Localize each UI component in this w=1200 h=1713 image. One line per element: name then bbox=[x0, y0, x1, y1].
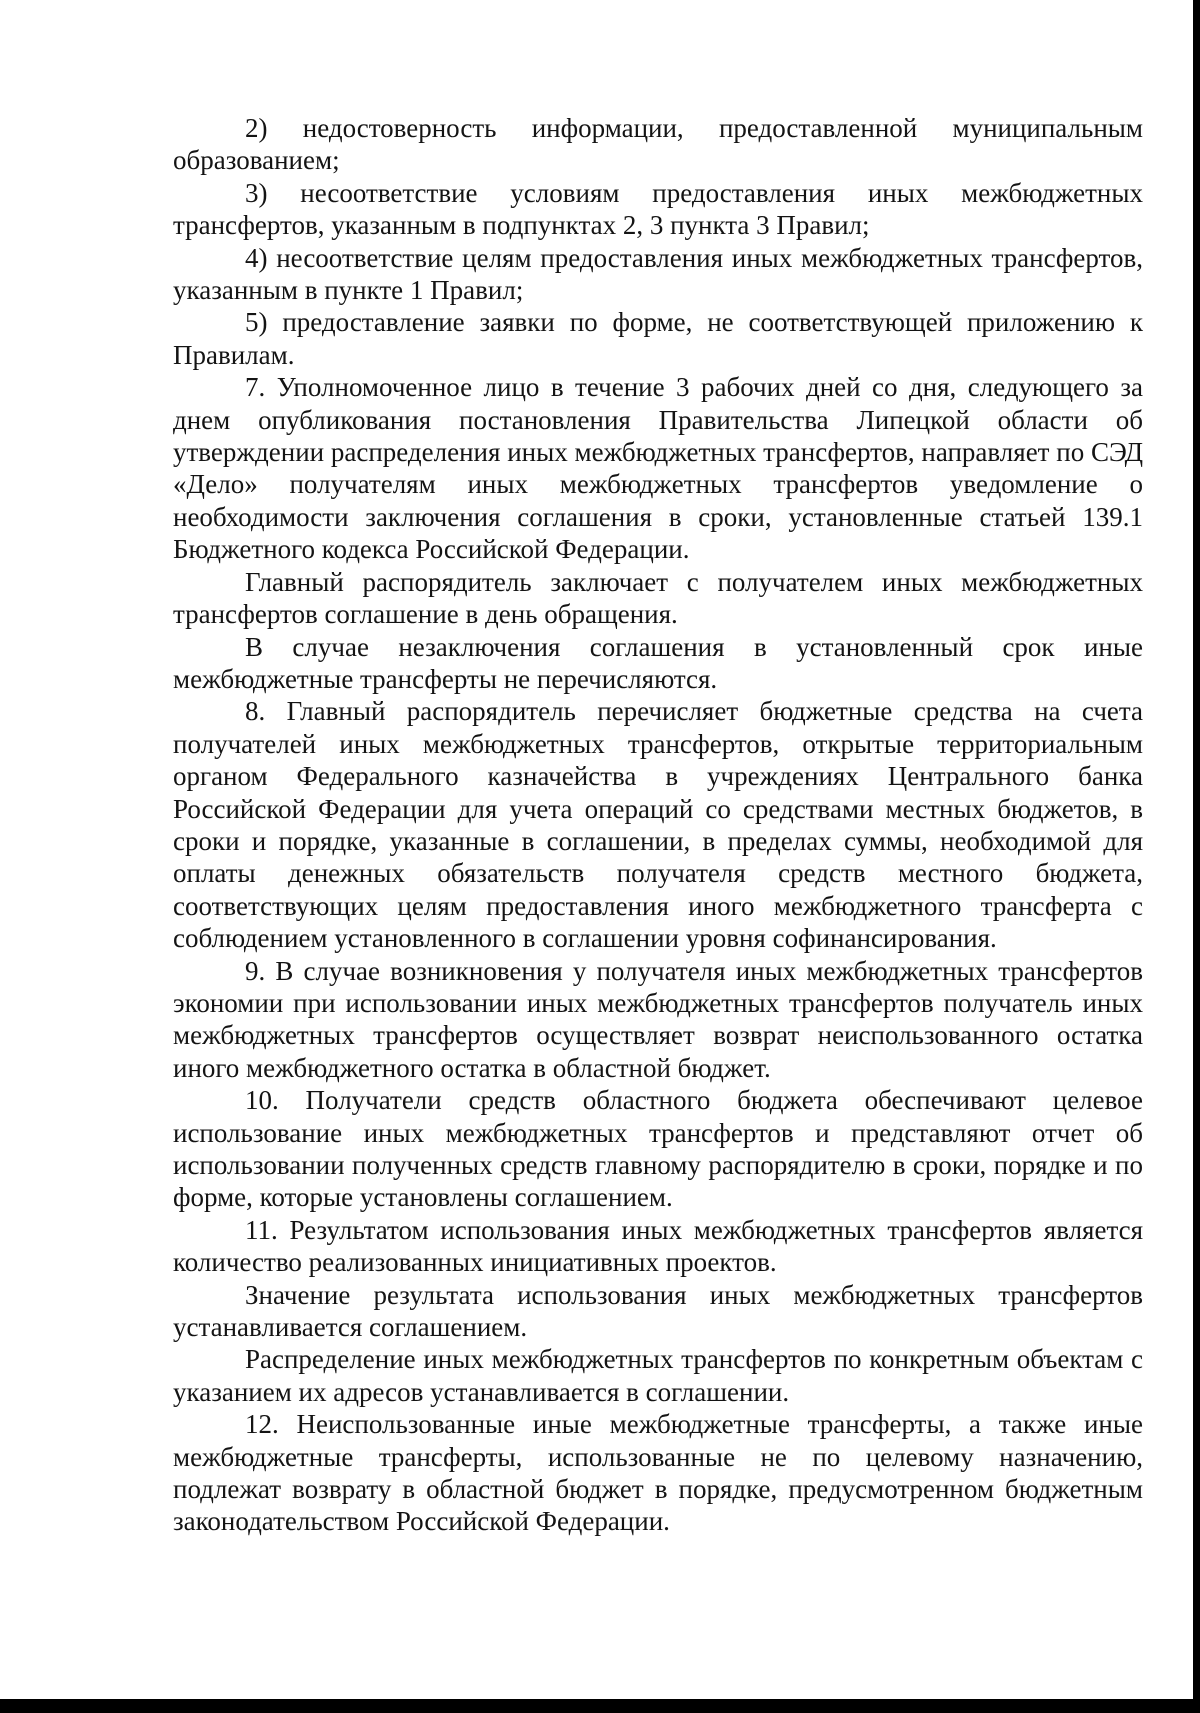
paragraph-clause-11: 11. Результатом использования иных межбюджетных трансфертов является количество реализованных инициативных проектов. bbox=[173, 1214, 1143, 1278]
paragraph-clause-12: 12. Неиспользованные иные межбюджетные трансферты, а также иные межбюджетные трансферты, использованные не по целевому назначению, подлежат возврату в областной бюджет в порядке, предусмотренном бюджетным законодательством Российской Федерации. bbox=[173, 1409, 1143, 1537]
paragraph-item-3: 3) несоответствие условиям предоставления иных межбюджетных трансфертов, указанным в подпунктах 2, 3 пункта 3 Правил; bbox=[173, 177, 1143, 241]
paragraph-clause-10: 10. Получатели средств областного бюджета обеспечивают целевое использование иных межбюджетных трансфертов и представляют отчет об использовании полученных средств главному распорядителю в сроки, порядке и по форме, которые установлены соглашением. bbox=[173, 1085, 1143, 1213]
document-body bbox=[173, 112, 1143, 1538]
paragraph-clause-11-value: Значение результата использования иных межбюджетных трансфертов устанавливается соглашением. bbox=[173, 1279, 1143, 1343]
paragraph-clause-7: 7. Уполномоченное лицо в течение 3 рабочих дней со дня, следующего за днем опубликования постановления Правительства Липецкой области об утверждении распределения иных межбюджетных трансфертов, направляет по СЭД «Дело» получателям иных межбюджетных трансфертов уведомление о необходимости заключения соглашения в сроки, установленные статьей 139.1 Бюджетного кодекса Российской Федерации. bbox=[173, 372, 1143, 565]
paragraph-clause-11-distribution: Распределение иных межбюджетных трансфертов по конкретным объектам с указанием их адресов устанавливается в соглашении. bbox=[173, 1344, 1143, 1407]
paragraph-clause-7-agreement: Главный распорядитель заключает с получателем иных межбюджетных трансфертов соглашение в день обращения. bbox=[173, 566, 1143, 630]
paragraph-clause-8: 8. Главный распорядитель перечисляет бюджетные средства на счета получателей иных межбюджетных трансфертов, открытые территориальным органом Федерального казначейства в учреждениях Центрального банка Российской Федерации для учета операций со средствами местных бюджетов, в сроки и порядке, указанные в соглашении, в пределах суммы, необходимой для оплаты денежных обязательств получателя средств местного бюджета, соответствующих целям предоставления иного межбюджетного трансферта с соблюдением установленного в соглашении уровня софинансирования. bbox=[173, 696, 1143, 954]
paragraph-clause-7-no-agreement: В случае незаключения соглашения в установленный срок иные межбюджетные трансферты не перечисляются. bbox=[173, 631, 1143, 694]
paragraph-item-2: 2) недостоверность информации, предоставленной муниципальным образованием; bbox=[173, 113, 1143, 176]
paragraph-clause-9: 9. В случае возникновения у получателя иных межбюджетных трансфертов экономии при использовании иных межбюджетных трансфертов получатель иных межбюджетных трансфертов осуществляет возврат неиспользованного остатка иного межбюджетного остатка в областной бюджет. bbox=[173, 955, 1143, 1083]
paragraph-item-5: 5) предоставление заявки по форме, не соответствующей приложению к Правилам. bbox=[173, 307, 1143, 370]
scan-edge-right bbox=[1193, 0, 1200, 1713]
scan-edge-bottom bbox=[0, 1699, 1200, 1713]
paragraph-item-4: 4) несоответствие целям предоставления иных межбюджетных трансфертов, указанным в пункте 1 Правил; bbox=[173, 242, 1143, 306]
